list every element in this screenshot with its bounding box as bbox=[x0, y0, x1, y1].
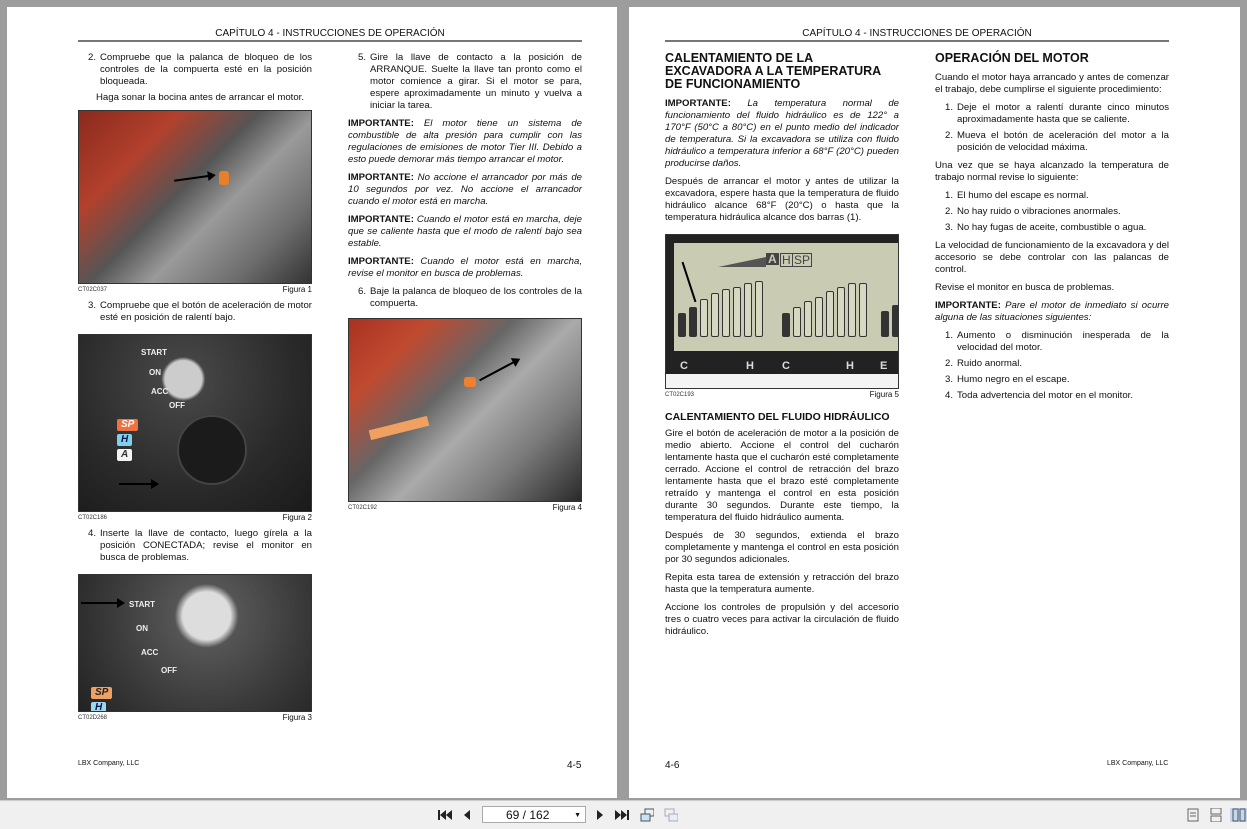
go-back-button[interactable] bbox=[640, 808, 654, 822]
switch-label: OFF bbox=[161, 666, 177, 675]
throttle-dial bbox=[177, 415, 247, 485]
gauge-bar bbox=[881, 311, 889, 337]
go-forward-icon bbox=[664, 808, 678, 822]
important-note: IMPORTANTE: Pare el motor de inmediato si ocurre alguna de las situaciones siguientes: bbox=[935, 300, 1170, 323]
chevron-down-icon[interactable]: ▼ bbox=[574, 812, 581, 819]
arrow-icon bbox=[682, 262, 697, 303]
temp-bar bbox=[733, 287, 741, 337]
footer-company: LBX Company, LLC bbox=[1107, 760, 1169, 767]
two-page-icon bbox=[1232, 808, 1246, 822]
figure-code: CT02C192 bbox=[348, 505, 378, 511]
temp-bar bbox=[700, 299, 708, 337]
mode-h-label: H bbox=[117, 434, 132, 446]
view-continuous-button[interactable] bbox=[1209, 808, 1223, 822]
gauge-bar bbox=[892, 305, 899, 337]
step-note: Haga sonar la bocina antes de arrancar el motor. bbox=[96, 92, 304, 103]
section-title: OPERACIÓN DEL MOTOR bbox=[935, 51, 1089, 65]
figure-4-photo bbox=[348, 318, 582, 502]
lcd-screen bbox=[674, 243, 898, 351]
left-column-2 bbox=[348, 52, 582, 518]
figure-label: Figura 5 bbox=[869, 390, 899, 399]
figure-label: Figura 1 bbox=[282, 285, 312, 294]
fuel-bar bbox=[782, 313, 790, 337]
lever-knob bbox=[219, 171, 229, 185]
page-number-input[interactable] bbox=[482, 806, 586, 823]
step-text: Baje la palanca de bloqueo de los controles de la compuerta. bbox=[370, 286, 582, 309]
check-number: 1. bbox=[944, 190, 953, 201]
figure-label: Figura 2 bbox=[282, 513, 312, 522]
fuel-bar bbox=[826, 291, 834, 337]
temp-bar bbox=[689, 307, 697, 337]
mode-sp-label: SP bbox=[91, 687, 112, 699]
switch-label: ON bbox=[136, 624, 148, 633]
arrow-icon bbox=[479, 359, 519, 381]
paragraph: Accione los controles de propulsión y del accesorio tres o cuatro veces para activar la circulación de fluido hidráulico. bbox=[665, 602, 899, 637]
step-number: 6. bbox=[357, 286, 366, 297]
throttle-indicator bbox=[718, 257, 766, 267]
figure-code: CT02C037 bbox=[78, 287, 108, 293]
page-header: CAPÍTULO 4 - INSTRUCCIONES DE OPERACIÓN bbox=[78, 28, 582, 42]
figure-code: CT02C193 bbox=[665, 392, 695, 398]
subsection-title: CALENTAMIENTO DEL FLUIDO HIDRÁULICO bbox=[665, 411, 890, 423]
view-two-page-button[interactable] bbox=[1230, 808, 1247, 822]
stop-text: Toda advertencia del motor en el monitor. bbox=[957, 390, 1133, 401]
switch-label: ACC bbox=[151, 387, 169, 396]
check-number: 2. bbox=[944, 206, 953, 217]
step-number: 1. bbox=[944, 102, 953, 113]
mode-h-label: H bbox=[91, 702, 106, 712]
figure-code: CT02D268 bbox=[78, 715, 108, 721]
fuel-bar bbox=[815, 297, 823, 337]
important-note: IMPORTANTE: No accione el arrancador por más de 10 segundos por vez. No accione el arrancador cuando el motor está en marcha. bbox=[348, 172, 582, 207]
step-text: Mueva el botón de aceleración del motor a la posición de velocidad máxima. bbox=[957, 130, 1169, 153]
temp-bar bbox=[744, 283, 752, 337]
previous-page-icon bbox=[462, 809, 472, 821]
arrow-icon bbox=[81, 602, 123, 604]
step-number: 3. bbox=[87, 300, 96, 311]
last-page-icon bbox=[615, 809, 629, 821]
go-forward-button[interactable] bbox=[664, 808, 678, 822]
switch-label: START bbox=[141, 348, 168, 357]
mode-sp-indicator: SP bbox=[794, 253, 811, 267]
first-page-icon bbox=[438, 809, 452, 821]
first-page-button[interactable] bbox=[438, 808, 452, 822]
go-back-icon bbox=[640, 808, 654, 822]
arrow-icon bbox=[119, 483, 157, 485]
important-note: IMPORTANTE: El motor tiene un sistema de combustible de alta presión para cumplir con las regulaciones de emisiones de motor Tier III. Debido a esto puede demorar más tiempo arrancar el motor. bbox=[348, 118, 582, 165]
check-text: No hay fugas de aceite, combustible o agua. bbox=[957, 222, 1147, 233]
lever-bar bbox=[369, 416, 430, 440]
fuel-bar bbox=[848, 283, 856, 337]
step-text: Compruebe que el botón de aceleración de motor esté en posición de ralentí bajo. bbox=[100, 300, 312, 323]
switch-label: OFF bbox=[169, 401, 185, 410]
paragraph: Revise el monitor en busca de problemas. bbox=[935, 282, 1115, 293]
paragraph: Cuando el motor haya arrancado y antes de comenzar el trabajo, debe cumplirse el siguiente procedimiento: bbox=[935, 72, 1169, 95]
left-page bbox=[7, 7, 617, 798]
fuel-bar bbox=[859, 283, 867, 337]
arrow-icon bbox=[174, 174, 214, 182]
page-number: 4-6 bbox=[665, 760, 680, 771]
monitor-bezel bbox=[666, 374, 898, 388]
paragraph: Después de 30 segundos, extienda el brazo completamente y mantenga el control en esta posición por 30 segundos adicionales. bbox=[665, 530, 899, 565]
figure-5-monitor bbox=[665, 234, 899, 389]
figure-3-photo bbox=[78, 574, 312, 712]
figure-label: Figura 3 bbox=[282, 713, 312, 722]
important-note: IMPORTANTE: Cuando el motor está en marcha, deje que se caliente hasta que el modo de ralentí bajo sea estable. bbox=[348, 214, 583, 249]
stop-number: 2. bbox=[944, 358, 953, 369]
next-page-icon bbox=[595, 809, 605, 821]
switch-label: ACC bbox=[141, 648, 159, 657]
mode-a-label: A bbox=[117, 449, 132, 461]
fuel-bar bbox=[837, 287, 845, 337]
paragraph: Después de arrancar el motor y antes de utilizar la excavadora, espere hasta que la temperatura de fluido hidráulico alcance 68°F (20°C) o hasta que la temperatura hidráulica alcance dos barras (1). bbox=[665, 176, 899, 223]
hot-label: H bbox=[746, 360, 754, 372]
lever-knob bbox=[464, 377, 476, 387]
left-column-1 bbox=[78, 52, 312, 728]
previous-page-button[interactable] bbox=[460, 808, 474, 822]
section-title: CALENTAMIENTO DE LA EXCAVADORA A LA TEMPERATURA DE FUNCIONAMIENTO bbox=[665, 51, 881, 91]
stop-text: Ruido anormal. bbox=[957, 358, 1023, 369]
figure-1-photo bbox=[78, 110, 312, 284]
mode-sp-label: SP bbox=[117, 419, 138, 431]
cold-label: C bbox=[782, 360, 790, 372]
right-column-1 bbox=[665, 52, 899, 644]
empty-label: E bbox=[880, 360, 888, 372]
next-page-button[interactable] bbox=[593, 808, 607, 822]
step-text: Inserte la llave de contacto, luego gírela a la posición CONECTADA; revise el monitor en busca de problemas. bbox=[100, 528, 312, 563]
paragraph: Una vez que se haya alcanzado la temperatura de trabajo normal revise lo siguiente: bbox=[935, 160, 1169, 183]
temp-bar bbox=[678, 313, 686, 337]
fuel-bar bbox=[804, 301, 812, 337]
switch-label: ON bbox=[149, 368, 161, 377]
page-indicator-text: 69 / 162 bbox=[506, 808, 550, 822]
step-text: Gire la llave de contacto a la posición de ARRANQUE. Suelte la llave tan pronto como el motor comience a girar. Si el motor se para, espere aproximadamente un minuto y vuelva a iniciar la tarea. bbox=[370, 52, 582, 111]
check-text: No hay ruido o vibraciones anormales. bbox=[957, 206, 1121, 217]
stop-number: 3. bbox=[944, 374, 953, 385]
right-page bbox=[629, 7, 1240, 798]
view-single-page-button[interactable] bbox=[1186, 808, 1200, 822]
temp-bar bbox=[722, 289, 730, 337]
step-number: 2. bbox=[87, 52, 96, 63]
hot-label: H bbox=[846, 360, 854, 372]
mode-a-indicator: A bbox=[768, 252, 777, 266]
right-column-2 bbox=[935, 52, 1169, 406]
step-number: 5. bbox=[357, 52, 366, 63]
paragraph: La velocidad de funcionamiento de la excavadora y del accesorio se debe controlar con las palancas de control. bbox=[935, 240, 1169, 275]
step-text: Compruebe que la palanca de bloqueo de los controles de la compuerta esté en la posición bloqueada. bbox=[100, 52, 312, 87]
cold-label: C bbox=[680, 360, 688, 372]
mode-h-indicator: H bbox=[782, 253, 791, 267]
single-page-icon bbox=[1187, 808, 1199, 822]
page-number: 4-5 bbox=[567, 760, 582, 771]
figure-code: CT02C186 bbox=[78, 515, 108, 521]
stop-number: 1. bbox=[944, 330, 953, 341]
important-note: IMPORTANTE: La temperatura normal de funcionamiento del fluido hidráulico es de 122° a 170°F (50°C a 80°C) en el punto medio del indicador de temperatura. Si la excavadora se utiliza con fluido hidráulico a temperatura inferior a 68°F (20°C) pueden producirse daños. bbox=[665, 98, 900, 169]
footer-company: LBX Company, LLC bbox=[78, 760, 140, 767]
viewer-toolbar bbox=[0, 800, 1247, 829]
fuel-bar bbox=[793, 307, 801, 337]
check-text: El humo del escape es normal. bbox=[957, 190, 1089, 201]
step-number: 4. bbox=[87, 528, 96, 539]
switch-label: START bbox=[129, 600, 156, 609]
temp-bar bbox=[711, 293, 719, 337]
figure-2-photo bbox=[78, 334, 312, 512]
last-page-button[interactable] bbox=[615, 808, 629, 822]
stop-number: 4. bbox=[944, 390, 953, 401]
step-number: 2. bbox=[944, 130, 953, 141]
paragraph: Repita esta tarea de extensión y retracción del brazo hasta que la temperatura aumente. bbox=[665, 572, 899, 595]
important-note: IMPORTANTE: Cuando el motor está en marcha, revise el monitor en busca de problemas. bbox=[348, 256, 582, 279]
paragraph: Gire el botón de aceleración de motor a la posición de medio abierto. Accione el control del cucharón lentamente hasta que el cucharón esté completamente cerrado. Accione el control de retracción del brazo lentamente hasta que el brazo esté completamente retraído y mantenga el control en esta posición durante 30 segundos. Durante este tiempo, la temperatura del fluido hidráulico aumenta. bbox=[665, 428, 899, 523]
step-text: Deje el motor a ralentí durante cinco minutos aproximadamente hasta que se caliente. bbox=[957, 102, 1169, 125]
stop-text: Humo negro en el escape. bbox=[957, 374, 1070, 385]
page-header: CAPÍTULO 4 - INSTRUCCIONES DE OPERACIÓN bbox=[665, 28, 1169, 42]
figure-label: Figura 4 bbox=[552, 503, 582, 512]
temp-bar bbox=[755, 281, 763, 337]
stop-text: Aumento o disminución inesperada de la velocidad del motor. bbox=[957, 330, 1169, 353]
check-number: 3. bbox=[944, 222, 953, 233]
continuous-page-icon bbox=[1210, 808, 1222, 822]
